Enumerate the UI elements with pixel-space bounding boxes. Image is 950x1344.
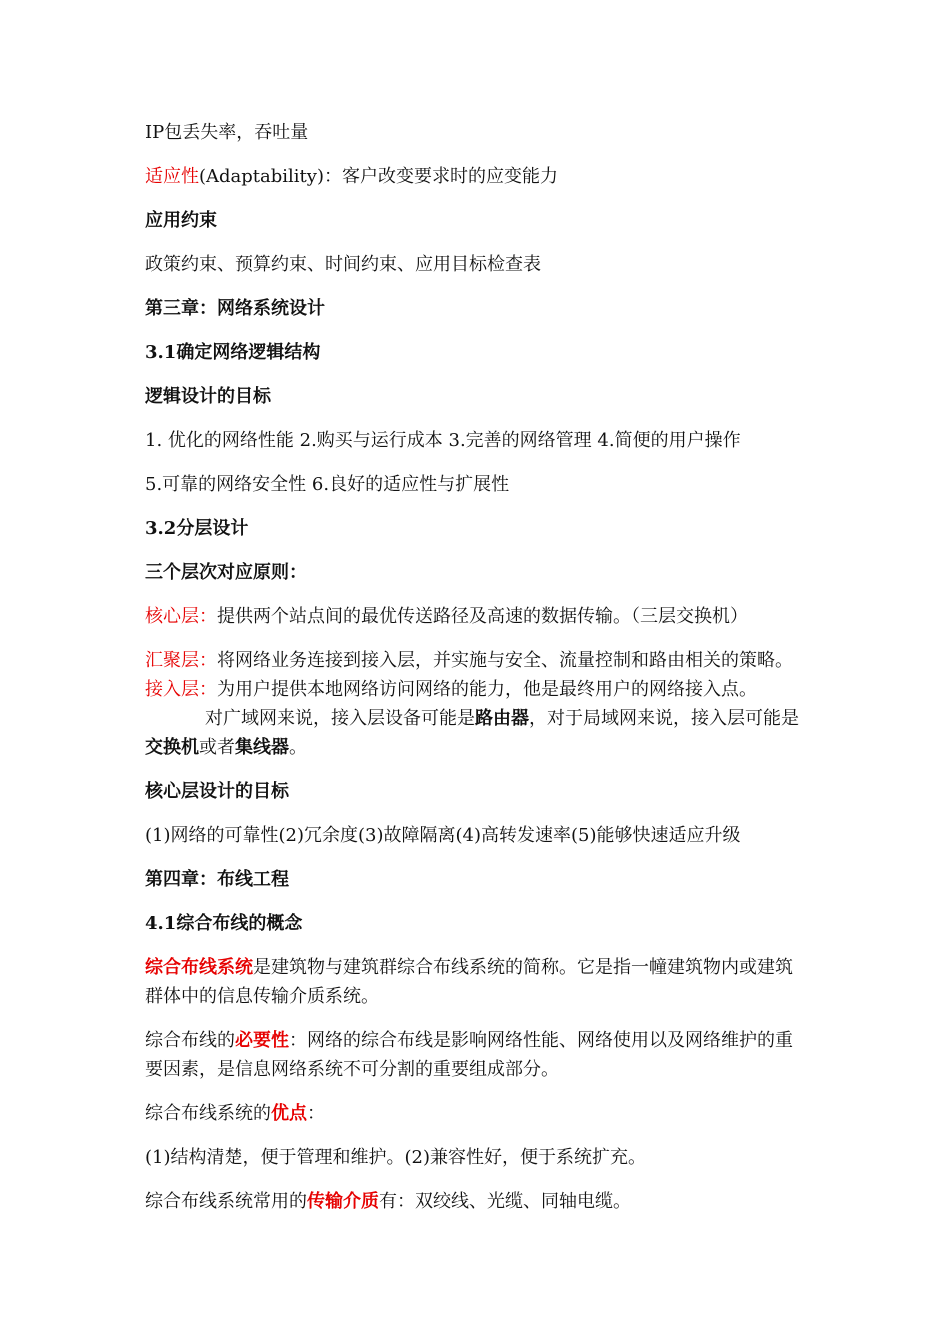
core-goals-line [145,821,810,850]
app-constraints-line [145,250,810,279]
agg-access-paragraph [145,646,810,762]
core-layer-paragraph [145,602,810,631]
adaptability-term: 适应性 [145,166,199,187]
core-layer-text: 提供两个站点间的最优传送路径及高速的数据传输。（三层交换机） [217,606,748,627]
hub-term: 集线器 [235,737,289,758]
heading-three-layers-text: 三个层次对应原则： [145,562,307,583]
aggregation-layer-term: 汇聚层： [145,650,217,671]
advantages-prefix: 综合布线系统的 [145,1103,271,1124]
app-constraints-text: 政策约束、预算约束、时间约束、应用目标检查表 [145,254,541,275]
cabling-system-text: 是建筑物与建筑群综合布线系统的简称。它是指一幢建筑物内或建筑群体中的信息传输介质系统。 [145,957,793,1007]
heading-chapter3 [145,294,810,323]
logic-goals-text-2: 5.可靠的网络安全性 6.良好的适应性与扩展性 [145,474,510,495]
ip-metrics-text: IP包丢失率，吞吐量 [145,122,309,143]
media-text: 有：双绞线、光缆、同轴电缆。 [379,1191,631,1212]
heading-chapter4-text: 第四章：布线工程 [145,869,289,890]
logic-goals-line-1 [145,426,810,455]
core-goals-text: (1)网络的可靠性(2)冗余度(3)故障隔离(4)高转发速率(5)能够快速适应升级 [145,825,741,846]
heading-3-2 [145,514,810,543]
media-term: 传输介质 [307,1191,379,1212]
ip-metrics-line [145,118,810,147]
access-wan-text: 对广域网来说，接入层设备可能是 [205,708,475,729]
aggregation-layer-text: 将网络业务连接到接入层，并实施与安全、流量控制和路由相关的策略。 [217,650,793,671]
switch-term: 交换机 [145,737,199,758]
or-text: 或者 [199,737,235,758]
heading-core-goals [145,777,810,806]
access-layer-term: 接入层： [145,679,217,700]
necessity-term: 必要性 [235,1030,289,1051]
heading-4-1-text: 4.1综合布线的概念 [145,913,303,934]
heading-app-constraints-text: 应用约束 [145,210,217,231]
adaptability-line [145,162,810,191]
advantages-heading-line [145,1099,810,1128]
heading-3-1 [145,338,810,367]
heading-chapter3-text: 第三章：网络系统设计 [145,298,325,319]
core-layer-term: 核心层： [145,606,217,627]
document-body [145,118,810,1231]
necessity-text: ：网络的综合布线是影响网络性能、网络使用以及网络维护的重要因素，是信息网络系统不可分割的重要组成部分。 [145,1030,793,1080]
necessity-paragraph [145,1026,810,1084]
advantages-suffix: ： [307,1103,325,1124]
heading-three-layers [145,558,810,587]
heading-core-goals-text: 核心层设计的目标 [145,781,289,802]
access-lan-text: ，对于局域网来说，接入层可能是 [529,708,799,729]
logic-goals-text-1: 1. 优化的网络性能 2.购买与运行成本 3.完善的网络管理 4.简便的用户操作 [145,430,741,451]
heading-logic-goals [145,382,810,411]
advantages-line [145,1143,810,1172]
heading-chapter4 [145,865,810,894]
heading-app-constraints [145,206,810,235]
heading-3-2-text: 3.2分层设计 [145,518,249,539]
adaptability-definition: (Adaptability)：客户改变要求时的应变能力 [199,166,558,187]
advantages-text: (1)结构清楚，便于管理和维护。(2)兼容性好，便于系统扩充。 [145,1147,646,1168]
logic-goals-line-2 [145,470,810,499]
heading-logic-goals-text: 逻辑设计的目标 [145,386,271,407]
advantages-term: 优点 [271,1103,307,1124]
router-term: 路由器 [475,708,529,729]
cabling-definition-paragraph [145,953,810,1011]
period-text: 。 [289,737,307,758]
access-layer-text: 为用户提供本地网络访问网络的能力，他是最终用户的网络接入点。 [217,679,757,700]
media-prefix: 综合布线系统常用的 [145,1191,307,1212]
necessity-prefix: 综合布线的 [145,1030,235,1051]
heading-4-1 [145,909,810,938]
media-line [145,1187,810,1216]
cabling-system-term: 综合布线系统 [145,957,253,978]
heading-3-1-text: 3.1确定网络逻辑结构 [145,342,321,363]
